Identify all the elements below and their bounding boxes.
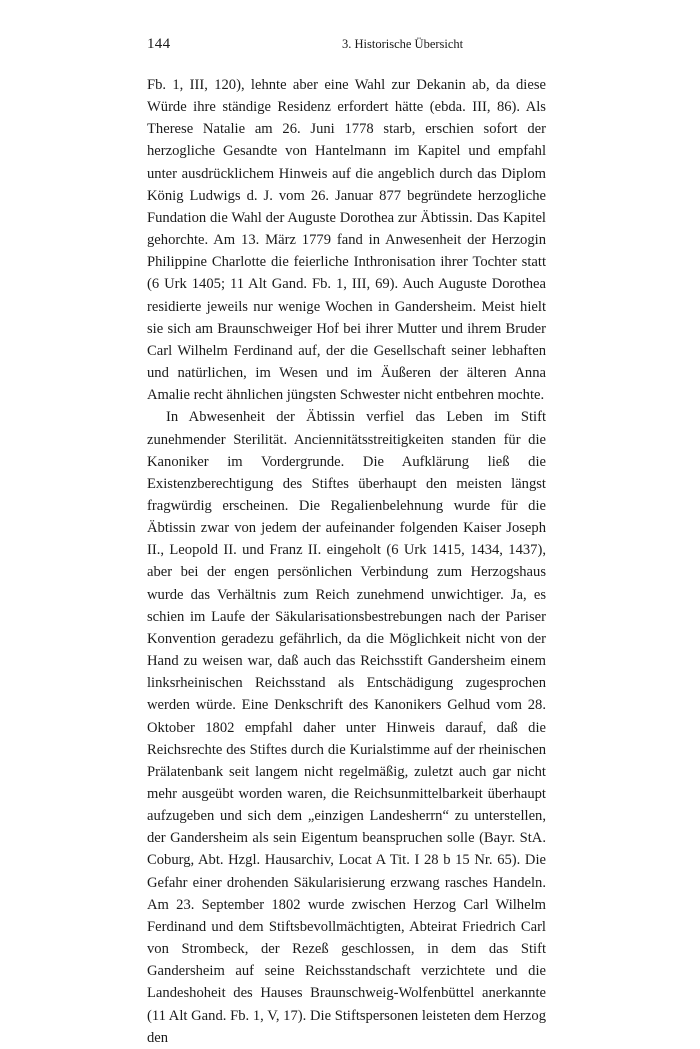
- running-head: [147, 30, 546, 56]
- paragraph-1: Fb. 1, III, 120), lehnte aber eine Wahl zur Dekanin ab, da diese Würde ihre ständige Residenz erfordert hätte (ebda. III, 86). Als Therese Natalie am 26. Juni 1778 starb, erschien sofort der herzogliche Gesandte von Hantelmann im Kapitel und empfahl unter ausdrücklichem Hinweis auf die angeblich durch das Diplom König Ludwigs d. J. vom 26. Januar 877 begründete herzogliche Fundation die Wahl der Auguste Dorothea zur Äbtissin. Das Kapitel gehorchte. Am 13. März 1779 fand in Anwesenheit der Herzogin Philippine Charlotte die feierliche Inthronisation ihrer Tochter statt (6 Urk 1405; 11 Alt Gand. Fb. 1, III, 69). Auch Auguste Dorothea residierte jeweils nur wenige Wochen in Gandersheim. Meist hielt sie sich am Braunschweiger Hof bei ihrer Mutter und ihrem Bruder Carl Wilhelm Ferdinand auf, der die Gesellschaft seiner lebhaften und natürlichen, im Wesen und im Äußeren der älteren Anna Amalie recht ähnlichen jüngsten Schwester nicht entbehren mochte.: [147, 77, 546, 404]
- body-text: [147, 74, 546, 1049]
- running-title: 3. Historische Übersicht: [342, 37, 464, 51]
- book-page: [147, 30, 546, 1049]
- paragraph-2: In Abwesenheit der Äbtissin verfiel das Leben im Stift zunehmender Sterilität. Anciennitätsstreitigkeiten standen für die Kanoniker im Vordergrunde. Die Aufklärung ließ die Existenzberechtigung des Stiftes überhaupt den meisten längst fragwürdig erscheinen. Die Regalienbelehnung wurde für die Äbtissin zwar von jedem der aufeinander folgenden Kaiser Joseph II., Leopold II. und Franz II. eingeholt (6 Urk 1415, 1434, 1437), aber bei der engen persönlichen Verbindung zum Herzogshaus wurde das Verhältnis zum Reich zunehmend unwichtiger. Ja, es schien im Laufe der Säkularisationsbestrebungen nach der Pariser Konvention geradezu gefährlich, da die Möglichkeit nicht von der Hand zu weisen war, daß auch das Reichsstift Gandersheim einem linksrheinischen Reichsstand als Entschädigung zugesprochen werden würde. Eine Denkschrift des Kanonikers Gelhud vom 28. Oktober 1802 empfahl daher unter Hinweis darauf, daß die Reichsrechte des Stiftes durch die Kurialstimme auf der rheinischen Prälatenbank seit langem nicht regelmäßig, zuletzt auch gar nicht mehr ausgeübt worden waren, die Reichsunmittelbarkeit überhaupt aufzugeben und sich dem „einzigen Landesherrn“ zu unterstellen, der Gandersheim als sein Eigentum beanspruchen solle (Bayr. StA. Coburg, Abt. Hzgl. Hausarchiv, Locat A Tit. I 28 b 15 Nr. 65). Die Gefahr einer drohenden Säkularisierung erzwang rasches Handeln. Am 23. September 1802 wurde zwischen Herzog Carl Wilhelm Ferdinand und dem Stiftsbevollmächtigten, Abteirat Friedrich Carl von Strombeck, der Rezeß geschlossen, in dem das Stift Gandersheim auf seine Reichsstandschaft verzichtete und die Landeshoheit des Hauses Braunschweig-Wolfenbüttel anerkannte (11 Alt Gand. Fb. 1, V, 17). Die Stiftspersonen leisteten dem Herzog den: [147, 409, 546, 1046]
- page-number: 144: [147, 36, 171, 52]
